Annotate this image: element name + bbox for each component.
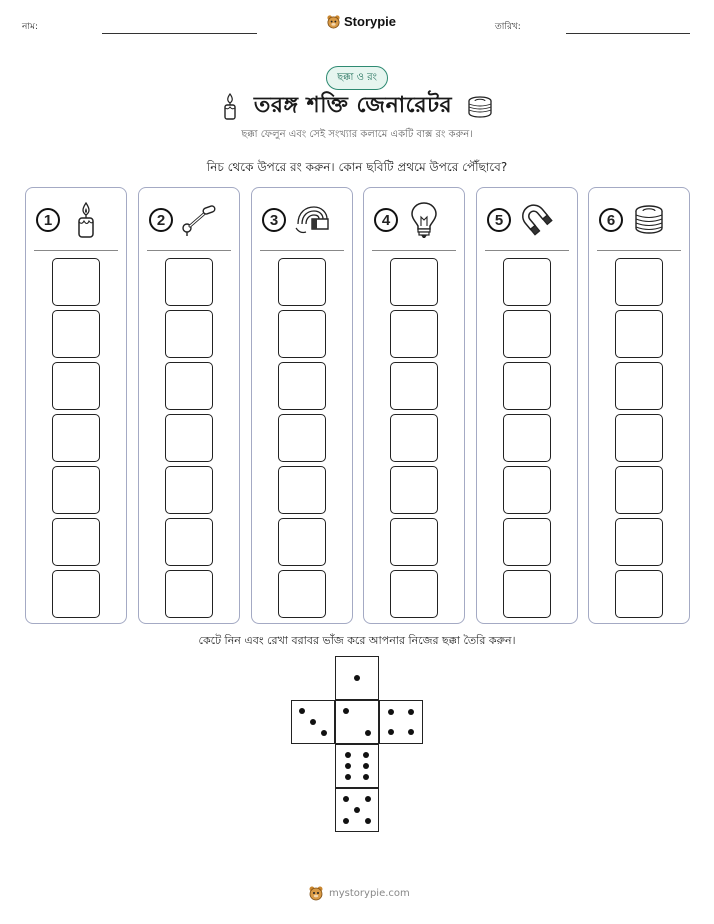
- footer-url[interactable]: mystorypie.com: [329, 887, 410, 899]
- question-text: নিচ থেকে উপরে রং করুন। কোন ছবিটি প্রথমে উপরে পৌঁছাবে?: [206, 160, 508, 174]
- color-box[interactable]: [615, 362, 663, 410]
- candle-icon: [69, 200, 103, 240]
- die-pip: [388, 709, 394, 715]
- die-face-5: [335, 788, 379, 832]
- column-number: 1: [36, 208, 60, 232]
- candle-icon: [220, 92, 240, 122]
- column-2: [138, 187, 240, 624]
- wire-coil-icon: [632, 203, 666, 237]
- color-box[interactable]: [615, 414, 663, 462]
- color-box[interactable]: [503, 414, 551, 462]
- color-box[interactable]: [165, 310, 213, 358]
- brand-logo: [326, 14, 396, 29]
- column-1: [25, 187, 127, 624]
- die-pip: [363, 774, 369, 780]
- horseshoe-magnet-icon: [518, 201, 556, 239]
- color-box[interactable]: [503, 258, 551, 306]
- column-number: 5: [487, 208, 511, 232]
- column-number: 2: [149, 208, 173, 232]
- die-pip: [408, 729, 414, 735]
- column-5: [476, 187, 578, 624]
- color-box[interactable]: [165, 258, 213, 306]
- footer: [308, 885, 410, 901]
- die-pip: [345, 763, 351, 769]
- crank-handle-icon: [179, 202, 219, 238]
- color-box[interactable]: [615, 258, 663, 306]
- color-box[interactable]: [278, 518, 326, 566]
- color-box[interactable]: [52, 362, 100, 410]
- category-badge: ছক্কা ও রং: [326, 66, 388, 90]
- color-box[interactable]: [165, 362, 213, 410]
- color-box[interactable]: [503, 310, 551, 358]
- magnet-coil-icon: [292, 202, 332, 238]
- die-pip: [354, 807, 360, 813]
- die-pip: [343, 708, 349, 714]
- die-pip: [299, 708, 305, 714]
- die-pip: [343, 796, 349, 802]
- die-pip: [408, 709, 414, 715]
- color-box[interactable]: [615, 310, 663, 358]
- column-6: [588, 187, 690, 624]
- color-box[interactable]: [278, 310, 326, 358]
- color-box[interactable]: [390, 258, 438, 306]
- die-pip: [365, 818, 371, 824]
- color-box[interactable]: [390, 570, 438, 618]
- color-box[interactable]: [52, 518, 100, 566]
- storypie-mascot-icon: [308, 885, 324, 901]
- die-pip: [310, 719, 316, 725]
- color-box[interactable]: [503, 570, 551, 618]
- color-box[interactable]: [615, 570, 663, 618]
- column-number: 3: [262, 208, 286, 232]
- die-pip: [365, 730, 371, 736]
- column-number: 6: [599, 208, 623, 232]
- color-box[interactable]: [390, 466, 438, 514]
- color-box[interactable]: [165, 466, 213, 514]
- subtitle: ছক্কা ফেলুন এবং সেই সংখ্যার কলামে একটি বাক্স রং করুন।: [241, 129, 473, 140]
- date-label: তারিখ:: [495, 22, 521, 32]
- die-pip: [343, 818, 349, 824]
- die-pip: [354, 675, 360, 681]
- die-pip: [363, 752, 369, 758]
- color-box[interactable]: [278, 258, 326, 306]
- name-line: [102, 33, 257, 34]
- die-pip: [365, 796, 371, 802]
- column-3: [251, 187, 353, 624]
- color-box[interactable]: [52, 570, 100, 618]
- die-pip: [388, 729, 394, 735]
- title-row: [0, 88, 714, 125]
- color-box[interactable]: [278, 570, 326, 618]
- page-title: তরঙ্গ শক্তি জেনারেটর: [253, 93, 453, 118]
- die-pip: [363, 763, 369, 769]
- color-box[interactable]: [165, 518, 213, 566]
- die-face-1: [335, 656, 379, 700]
- color-box[interactable]: [52, 414, 100, 462]
- date-line: [566, 33, 690, 34]
- die-instruction: কেটে নিন এবং রেখা বরাবর ভাঁজ করে আপনার নিজের ছক্কা তৈরি করুন।: [198, 634, 516, 647]
- color-box[interactable]: [390, 518, 438, 566]
- light-bulb-icon: [407, 200, 441, 240]
- die-pip: [345, 752, 351, 758]
- color-box[interactable]: [503, 518, 551, 566]
- die-face-6: [335, 744, 379, 788]
- brand-name: Storypie: [344, 14, 397, 29]
- color-box[interactable]: [52, 466, 100, 514]
- color-box[interactable]: [615, 518, 663, 566]
- color-box[interactable]: [615, 466, 663, 514]
- die-face-3: [291, 700, 335, 744]
- die-face-2: [335, 700, 379, 744]
- wire-coil-icon: [466, 94, 494, 120]
- column-4: [363, 187, 465, 624]
- color-box[interactable]: [52, 258, 100, 306]
- color-box[interactable]: [278, 414, 326, 462]
- storypie-mascot-icon: [326, 14, 341, 29]
- die-face-4: [379, 700, 423, 744]
- color-box[interactable]: [390, 414, 438, 462]
- color-box[interactable]: [278, 362, 326, 410]
- die-pip: [321, 730, 327, 736]
- color-box[interactable]: [278, 466, 326, 514]
- color-box[interactable]: [503, 466, 551, 514]
- color-box[interactable]: [165, 414, 213, 462]
- color-box[interactable]: [165, 570, 213, 618]
- color-box[interactable]: [390, 310, 438, 358]
- column-number: 4: [374, 208, 398, 232]
- color-box[interactable]: [52, 310, 100, 358]
- die-pip: [345, 774, 351, 780]
- name-label: নাম:: [22, 22, 39, 32]
- color-box[interactable]: [390, 362, 438, 410]
- color-box[interactable]: [503, 362, 551, 410]
